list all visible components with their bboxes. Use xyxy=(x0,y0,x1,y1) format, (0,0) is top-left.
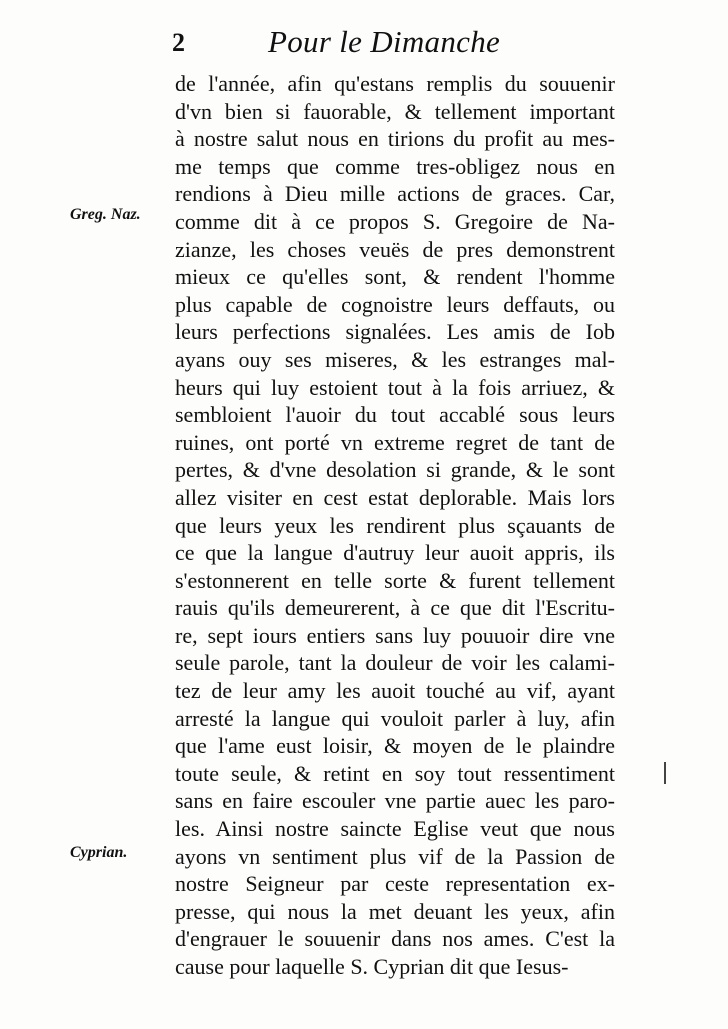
text-line: de l'année, afin qu'estans remplis du souuenir xyxy=(175,71,615,96)
text-line: nostre Seigneur par ceste representation ex- xyxy=(175,871,615,897)
text-line: ce que la langue d'autruy leur auoit appris, ils xyxy=(175,540,615,566)
text-line: toute seule, & retint en soy tout ressentiment xyxy=(175,760,615,786)
text-line: rauis qu'ils demeurerent, à ce que dit l'Escritu- xyxy=(175,595,615,621)
body-text xyxy=(175,70,615,981)
marginal-note-gregory: Greg. Naz. xyxy=(70,206,141,223)
text-line: comme dit à ce propos S. Gregoire de Na- xyxy=(175,208,615,234)
text-line: d'vn bien si fauorable, & tellement important xyxy=(175,98,615,124)
text-line: seule parole, tant la douleur de voir les calami- xyxy=(175,650,615,676)
text-line: arresté la langue qui vouloit parler à luy, afin xyxy=(175,705,615,731)
text-line: pertes, & d'vne desolation si grande, & le sont xyxy=(175,457,615,483)
text-line: tez de leur amy les auoit touché au vif, ayant xyxy=(175,678,615,704)
text-line: re, sept iours entiers sans luy pouuoir dire vne xyxy=(175,622,615,648)
text-line: que l'ame eust loisir, & moyen de le plaindre xyxy=(175,733,615,759)
text-line: me temps que comme tres-obligez nous en xyxy=(175,153,615,179)
text-line: presse, qui nous la met deuant les yeux, afin xyxy=(175,898,615,924)
text-line: cause pour laquelle S. Cyprian dit que Iesus- xyxy=(175,954,569,979)
running-head xyxy=(172,24,622,64)
text-line: sans en faire escouler vne partie auec les paro- xyxy=(175,788,615,814)
text-line: les. Ainsi nostre saincte Eglise veut que nous xyxy=(175,816,615,842)
text-line: que leurs yeux les rendirent plus sçauants de xyxy=(175,512,615,538)
text-line: zianze, les choses veuës de pres demonstrent xyxy=(175,236,615,262)
text-line: heurs qui luy estoient tout à la fois arriuez, & xyxy=(175,374,615,400)
marginal-note-cyprian: Cyprian. xyxy=(70,844,128,861)
text-line: rendions à Dieu mille actions de graces. Car, xyxy=(175,181,615,207)
text-line: d'engrauer le souuenir dans nos ames. C'est la xyxy=(175,926,615,952)
page-number: 2 xyxy=(172,28,185,57)
text-line: ayons vn sentiment plus vif de la Passion de xyxy=(175,843,615,869)
text-line: allez visiter en cest estat deplorable. Mais lors xyxy=(175,484,615,510)
text-line: mieux ce qu'elles sont, & rendent l'homme xyxy=(175,264,615,290)
text-line: s'estonnerent en telle sorte & furent tellement xyxy=(175,567,615,593)
text-line: leurs perfections signalées. Les amis de Iob xyxy=(175,319,615,345)
text-line: ayans ouy ses miseres, & les estranges mal- xyxy=(175,346,615,372)
margin-mark xyxy=(664,762,666,784)
text-line: à nostre salut nous en tirions du profit au mes- xyxy=(175,126,615,152)
text-line: plus capable de cognoistre leurs deffauts, ou xyxy=(175,291,615,317)
text-line: sembloient l'auoir du tout accablé sous leurs xyxy=(175,402,615,428)
text-line: ruines, ont porté vn extreme regret de tant de xyxy=(175,429,615,455)
running-title: Pour le Dimanche xyxy=(268,24,501,59)
